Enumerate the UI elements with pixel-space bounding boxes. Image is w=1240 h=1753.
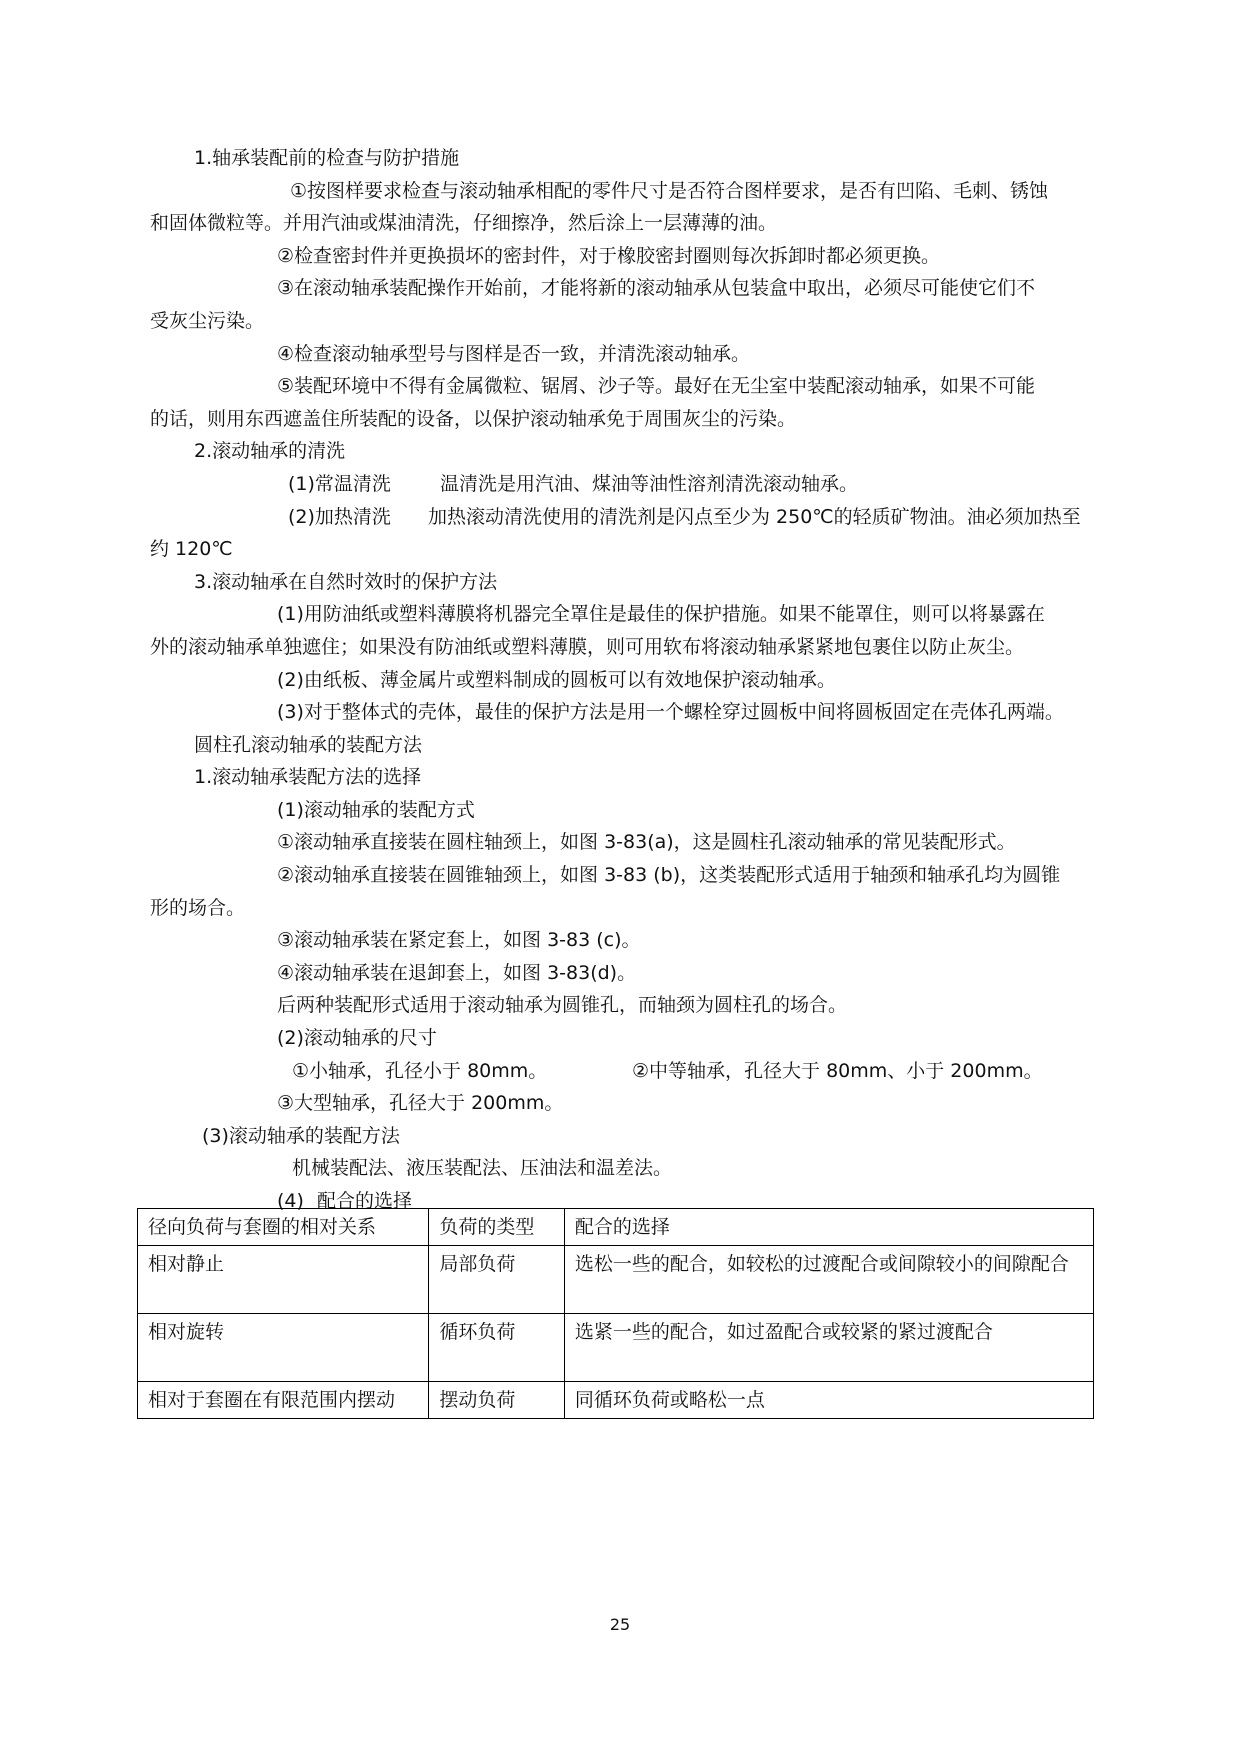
paragraph-line bbox=[150, 1055, 1110, 1088]
paragraph-line: ②滚动轴承直接装在圆锥轴颈上，如图 3-83 (b)，这类装配形式适用于轴颈和轴承孔均为圆锥 bbox=[277, 864, 1061, 887]
table-cell: 循环负荷 bbox=[429, 1314, 565, 1382]
table-row bbox=[138, 1314, 1094, 1382]
document-body bbox=[150, 142, 1110, 1218]
table-header-row bbox=[138, 1209, 1094, 1246]
paragraph-line bbox=[150, 468, 1110, 501]
section-heading: 3.滚动轴承在自然时效时的保护方法 bbox=[194, 570, 498, 593]
section-heading: 1.滚动轴承装配方法的选择 bbox=[194, 766, 422, 789]
paragraph-line: 的话，则用东西遮盖住所装配的设备，以保护滚动轴承免于周围灰尘的污染。 bbox=[150, 407, 797, 430]
page-number: 25 bbox=[609, 1615, 631, 1634]
paragraph-line: ②检查密封件并更换损坏的密封件，对于橡胶密封圈则每次拆卸时都必须更换。 bbox=[277, 244, 941, 267]
item-text: 温清洗是用汽油、煤油等油性溶剂清洗滚动轴承。 bbox=[440, 472, 859, 495]
paragraph-line: ④检查滚动轴承型号与图样是否一致，并清洗滚动轴承。 bbox=[277, 342, 751, 365]
section-heading: 圆柱孔滚动轴承的装配方法 bbox=[194, 733, 423, 756]
item-title: 配合的选择 bbox=[317, 1190, 413, 1212]
paragraph-line bbox=[150, 501, 1110, 534]
table-cell: 相对于套圈在有限范围内摆动 bbox=[138, 1382, 429, 1419]
size-medium: ②中等轴承，孔径大于 80mm、小于 200mm。 bbox=[632, 1059, 1043, 1082]
paragraph-line: 约 120℃ bbox=[150, 538, 233, 561]
subheading: (1)滚动轴承的装配方式 bbox=[277, 798, 475, 821]
section-heading: 1.轴承装配前的检查与防护措施 bbox=[194, 147, 460, 169]
paragraph-line: 受灰尘污染。 bbox=[150, 309, 265, 332]
table-cell: 相对静止 bbox=[138, 1246, 429, 1314]
paragraph-line: 机械装配法、液压装配法、压油法和温差法。 bbox=[292, 1157, 673, 1180]
paragraph-line: (1)用防油纸或塑料薄膜将机器完全罩住是最佳的保护措施。如果不能罩住，则可以将暴露在 bbox=[277, 603, 1045, 626]
subheading: (2)滚动轴承的尺寸 bbox=[277, 1027, 437, 1050]
paragraph-line: (2)由纸板、薄金属片或塑料制成的圆板可以有效地保护滚动轴承。 bbox=[277, 668, 836, 691]
table-header-cell: 径向负荷与套圈的相对关系 bbox=[138, 1209, 429, 1246]
paragraph-line: ③滚动轴承装在紧定套上，如图 3-83 (c)。 bbox=[277, 929, 641, 952]
paragraph-line: ③大型轴承，孔径大于 200mm。 bbox=[277, 1092, 564, 1115]
item-text: 加热滚动清洗使用的清洗剂是闪点至少为 250℃的轻质矿物油。油必须加热至 bbox=[428, 505, 1081, 528]
size-small: ①小轴承，孔径小于 80mm。 bbox=[292, 1059, 548, 1082]
table-row bbox=[138, 1382, 1094, 1419]
paragraph-line: ⑤装配环境中不得有金属微粒、锯屑、沙子等。最好在无尘室中装配滚动轴承，如果不可能 bbox=[277, 375, 1036, 398]
paragraph-line: 后两种装配形式适用于滚动轴承为圆锥孔，而轴颈为圆柱孔的场合。 bbox=[277, 994, 848, 1017]
paragraph-line: (3)对于整体式的壳体，最佳的保护方法是用一个螺栓穿过圆板中间将圆板固定在壳体孔两端。 bbox=[277, 701, 1064, 724]
table-cell: 选紧一些的配合，如过盈配合或较紧的紧过渡配合 bbox=[564, 1314, 1093, 1382]
table-cell: 选松一些的配合，如较松的过渡配合或间隙较小的间隙配合 bbox=[564, 1246, 1093, 1314]
table-cell: 摆动负荷 bbox=[429, 1382, 565, 1419]
paragraph-line: 和固体微粒等。并用汽油或煤油清洗，仔细擦净，然后涂上一层薄薄的油。 bbox=[150, 212, 778, 235]
table-cell: 局部负荷 bbox=[429, 1246, 565, 1314]
paragraph-line: 形的场合。 bbox=[150, 896, 246, 919]
item-label: (1)常温清洗 bbox=[288, 472, 391, 495]
paragraph-line: ④滚动轴承装在退卸套上，如图 3-83(d)。 bbox=[277, 961, 637, 984]
paragraph-line: ①按图样要求检查与滚动轴承相配的零件尺寸是否符合图样要求，是否有凹陷、毛刺、锈蚀 bbox=[290, 179, 1049, 202]
subheading: (3)滚动轴承的装配方法 bbox=[202, 1124, 400, 1147]
paragraph-line: ①滚动轴承直接装在圆柱轴颈上，如图 3-83(a)，这是圆柱孔滚动轴承的常见装配形式。 bbox=[277, 831, 1016, 854]
table-cell: 相对旋转 bbox=[138, 1314, 429, 1382]
section-heading: 2.滚动轴承的清洗 bbox=[194, 440, 346, 463]
fit-selection-table bbox=[137, 1208, 1094, 1419]
item-number: (4) bbox=[277, 1190, 304, 1212]
item-label: (2)加热清洗 bbox=[288, 505, 391, 528]
table-row bbox=[138, 1246, 1094, 1314]
paragraph-line: 外的滚动轴承单独遮住；如果没有防油纸或塑料薄膜，则可用软布将滚动轴承紧紧地包裹住以防止灰尘。 bbox=[150, 635, 1025, 658]
paragraph-line: ③在滚动轴承装配操作开始前，才能将新的滚动轴承从包装盒中取出，必须尽可能使它们不 bbox=[277, 277, 1036, 300]
table-cell: 同循环负荷或略松一点 bbox=[564, 1382, 1093, 1419]
table-header-cell: 配合的选择 bbox=[564, 1209, 1093, 1246]
table-header-cell: 负荷的类型 bbox=[429, 1209, 565, 1246]
